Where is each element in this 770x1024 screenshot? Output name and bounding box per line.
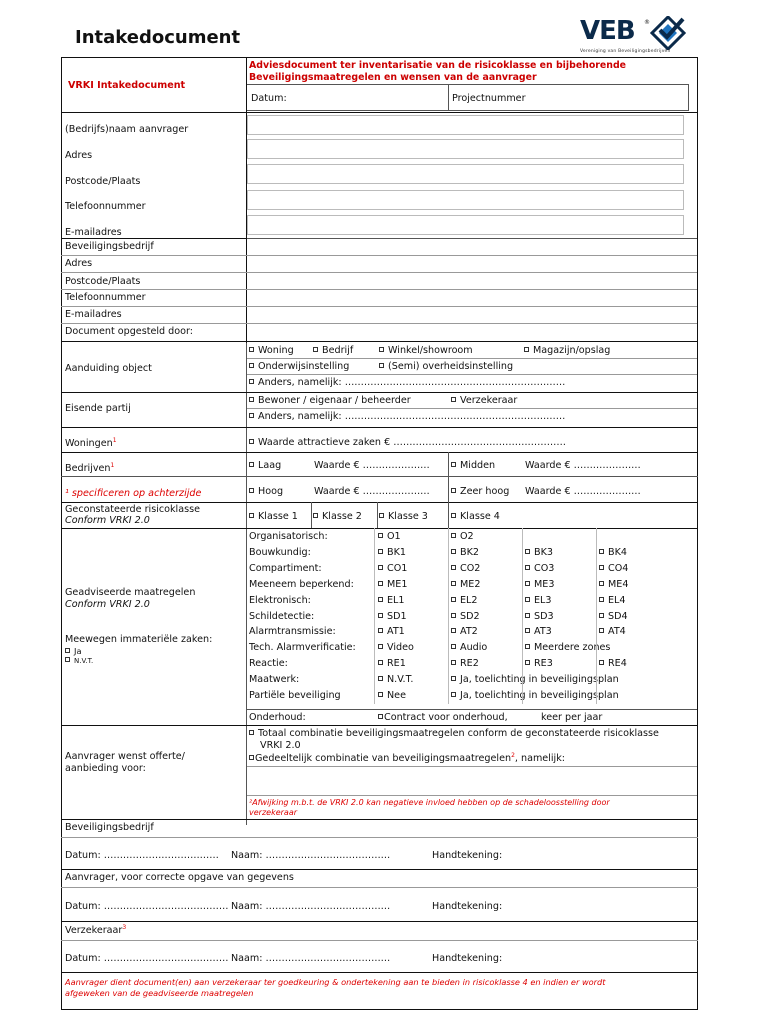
object-magazijn-checkbox[interactable]: Magazijn/opslag — [524, 345, 610, 356]
measure-option-checkbox[interactable]: BK3 — [525, 547, 553, 558]
applicant-email-label: E-mailadres — [65, 227, 122, 238]
measure-option-checkbox[interactable]: RE2 — [451, 658, 479, 669]
measure-option-checkbox[interactable]: Meerdere zones — [525, 642, 610, 653]
measure-row-label: Elektronisch: — [249, 595, 311, 606]
measure-option-checkbox[interactable]: EL3 — [525, 595, 552, 606]
onderhoud-contract-checkbox[interactable]: Contract voor onderhoud, — [378, 712, 508, 723]
immaterial-ja-checkbox[interactable]: Ja — [65, 646, 82, 656]
offer-partial-field[interactable] — [249, 768, 695, 793]
measure-row-label: Compartiment: — [249, 563, 322, 574]
prepared-by-label: Document opgesteld door: — [65, 326, 194, 337]
offer-label: Aanvrager wenst offerte/ — [65, 751, 185, 762]
measure-option-checkbox[interactable]: CO2 — [451, 563, 480, 574]
company-fields-area[interactable] — [248, 240, 696, 340]
onderhoud-keer-label: keer per jaar — [541, 712, 603, 723]
logo-tagline: Vereniging van Beveiligingsbedrijven — [580, 49, 671, 54]
measure-option-checkbox[interactable]: Audio — [451, 642, 487, 653]
sig-applicant-handtekening[interactable]: Handtekening: — [432, 901, 503, 912]
datum-field[interactable] — [300, 86, 445, 108]
measure-option-checkbox[interactable]: BK1 — [378, 547, 406, 558]
offer-label2: aanbieding voor: — [65, 763, 146, 774]
logo-registered: ® — [644, 19, 650, 26]
sig-applicant-naam[interactable]: Naam: ………………………………… — [231, 901, 391, 912]
object-overheid-checkbox[interactable]: (Semi) overheidsinstelling — [379, 361, 513, 372]
immaterial-nvt-checkbox[interactable]: N.V.T. — [65, 657, 93, 665]
waarde-hoog-field[interactable]: Waarde € ………………… — [314, 486, 430, 497]
offer-total-checkbox[interactable]: Totaal combinatie beveiligingsmaatregelen conform de geconstateerde risicoklasse — [249, 728, 659, 739]
woningen-waarde-checkbox[interactable]: Waarde attractieve zaken € ……………………………………………… — [249, 437, 566, 448]
waarde-midden-field[interactable]: Waarde € ………………… — [525, 460, 641, 471]
measure-option-checkbox[interactable]: EL1 — [378, 595, 405, 606]
sig-company-title: Beveiligingsbedrijf — [65, 822, 154, 833]
applicant-name-field[interactable] — [247, 115, 684, 135]
applicant-phone-field[interactable] — [247, 190, 684, 210]
company-title: Beveiligingsbedrijf — [65, 241, 154, 252]
applicant-email-field[interactable] — [247, 215, 684, 235]
measure-option-checkbox[interactable]: AT1 — [378, 626, 405, 637]
measure-option-checkbox[interactable]: AT2 — [451, 626, 478, 637]
object-bedrijf-checkbox[interactable]: Bedrijf — [313, 345, 353, 356]
datum-label: Datum: — [251, 93, 287, 104]
measure-option-checkbox[interactable]: N.V.T. — [378, 674, 413, 685]
party-anders-checkbox[interactable]: Anders, namelijk: …………………………………………………………… — [249, 411, 565, 422]
measure-option-checkbox[interactable]: BK4 — [599, 547, 627, 558]
measure-option-checkbox[interactable]: BK2 — [451, 547, 479, 558]
checkmark-diamond-icon — [650, 16, 686, 50]
measure-option-checkbox[interactable]: Ja, toelichting in beveiligingsplan — [451, 674, 619, 685]
risk-klasse2-checkbox[interactable]: Klasse 2 — [313, 511, 362, 522]
footnote-1: ¹ specificeren op achterzijde — [65, 488, 202, 499]
company-email-label: E-mailadres — [65, 309, 122, 320]
bedrijven-label: Bedrijven$^1$ — [65, 462, 115, 475]
sig-insurer-handtekening[interactable]: Handtekening: — [432, 953, 503, 964]
measure-option-checkbox[interactable]: EL4 — [599, 595, 626, 606]
offer-total-line2: VRKI 2.0 — [260, 740, 301, 751]
waarde-zeer-hoog-field[interactable]: Waarde € ………………… — [525, 486, 641, 497]
measure-option-checkbox[interactable]: CO1 — [378, 563, 407, 574]
risk-klasse4-checkbox[interactable]: Klasse 4 — [451, 511, 500, 522]
risk-klasse1-checkbox[interactable]: Klasse 1 — [249, 511, 298, 522]
object-woning-checkbox[interactable]: Woning — [249, 345, 294, 356]
measure-row-label: Maatwerk: — [249, 674, 300, 685]
vrki-label: VRKI Intakedocument — [68, 80, 186, 91]
applicant-name-label: (Bedrijfs)naam aanvrager — [65, 124, 189, 135]
bedrijven-midden-checkbox[interactable]: Midden — [451, 460, 495, 471]
heading-line1: Adviesdocument ter inventarisatie van de risicoklasse en bijbehorende — [249, 60, 627, 71]
measure-option-checkbox[interactable]: Nee — [378, 690, 406, 701]
measure-option-checkbox[interactable]: AT3 — [525, 626, 552, 637]
measure-option-checkbox[interactable]: EL2 — [451, 595, 478, 606]
measure-option-checkbox[interactable]: CO3 — [525, 563, 554, 574]
company-phone-label: Telefoonnummer — [65, 292, 146, 303]
measure-option-checkbox[interactable]: SD1 — [378, 611, 407, 622]
measure-option-checkbox[interactable]: SD4 — [599, 611, 628, 622]
applicant-postcode-field[interactable] — [247, 164, 684, 184]
sig-applicant-datum[interactable]: Datum: ………………………………… — [65, 901, 229, 912]
measure-row-label: Tech. Alarmverificatie: — [249, 642, 356, 653]
measure-row-label: Organisatorisch: — [249, 531, 328, 542]
footer-note-line1: Aanvrager dient document(en) aan verzekeraar ter goedkeuring & ondertekening aan te bieden in risicoklasse 4 en indien er wordt — [65, 977, 606, 987]
risk-label: Geconstateerde risicoklasse — [65, 504, 201, 515]
party-bewoner-checkbox[interactable]: Bewoner / eigenaar / beheerder — [249, 395, 411, 406]
applicant-postcode-label: Postcode/Plaats — [65, 176, 141, 187]
measure-option-checkbox[interactable]: ME4 — [599, 579, 628, 590]
measure-option-checkbox[interactable]: RE1 — [378, 658, 406, 669]
woningen-label: Woningen$^1$ — [65, 437, 117, 450]
sig-applicant-title: Aanvrager, voor correcte opgave van gegevens — [65, 872, 294, 883]
bedrijven-zeer-hoog-checkbox[interactable]: Zeer hoog — [451, 486, 509, 497]
measure-option-checkbox[interactable]: CO4 — [599, 563, 628, 574]
object-anders-checkbox[interactable]: Anders, namelijk: …………………………………………………………… — [249, 377, 565, 388]
measure-option-checkbox[interactable]: Ja, toelichting in beveiligingsplan — [451, 690, 619, 701]
company-address-label: Adres — [65, 258, 93, 269]
applicant-phone-label: Telefoonnummer — [65, 201, 146, 212]
object-winkel-checkbox[interactable]: Winkel/showroom — [379, 345, 473, 356]
measure-option-checkbox[interactable]: RE4 — [599, 658, 627, 669]
measure-option-checkbox[interactable]: ME1 — [378, 579, 407, 590]
measure-row-label: Schildetectie: — [249, 611, 315, 622]
measure-row-label: Reactie: — [249, 658, 288, 669]
applicant-address-label: Adres — [65, 150, 93, 161]
sig-company-naam[interactable]: Naam: ………………………………… — [231, 850, 391, 861]
risk-klasse3-checkbox[interactable]: Klasse 3 — [379, 511, 428, 522]
footer-note-line2: afgeweken van de geadviseerde maatregelen — [65, 988, 254, 998]
measure-row-label: Alarmtransmissie: — [249, 626, 336, 637]
footnote-2-line1: ²Afwijking m.b.t. de VRKI 2.0 kan negatieve invloed hebben op de schadeloosstelling door — [249, 798, 610, 807]
object-label: Aanduiding object — [65, 363, 152, 374]
measure-option-checkbox[interactable]: O1 — [378, 531, 401, 542]
sig-company-datum[interactable]: Datum: ……………………………… — [65, 850, 219, 861]
measure-option-checkbox[interactable]: ME3 — [525, 579, 554, 590]
risk-conform-label: Conform VRKI 2.0 — [65, 515, 150, 526]
logo-text: VEB — [580, 16, 635, 46]
applicant-address-field[interactable] — [247, 139, 684, 159]
immaterial-label: Meewegen immateriële zaken: — [65, 634, 213, 645]
sig-insurer-datum[interactable]: Datum: ………………………………… — [65, 953, 229, 964]
projectnummer-field[interactable] — [540, 86, 685, 108]
measure-option-checkbox[interactable]: O2 — [451, 531, 474, 542]
heading-line2: Beveiligingsmaatregelen en wensen van de aanvrager — [249, 72, 537, 83]
measure-option-checkbox[interactable]: RE3 — [525, 658, 553, 669]
page-title: Intakedocument — [75, 27, 241, 48]
onderhoud-label: Onderhoud: — [249, 712, 306, 723]
sig-insurer-title: Verzekeraar$^3$ — [65, 924, 127, 937]
party-label: Eisende partij — [65, 403, 131, 414]
measure-option-checkbox[interactable]: SD2 — [451, 611, 480, 622]
company-postcode-label: Postcode/Plaats — [65, 276, 141, 287]
projectnummer-label: Projectnummer — [452, 93, 526, 104]
measure-option-checkbox[interactable]: Video — [378, 642, 414, 653]
bedrijven-hoog-checkbox[interactable]: Hoog — [249, 486, 283, 497]
measure-row-label: Meeneem beperkend: — [249, 579, 354, 590]
object-onderwijs-checkbox[interactable]: Onderwijsinstelling — [249, 361, 349, 372]
veb-logo — [578, 16, 688, 56]
measure-option-checkbox[interactable]: ME2 — [451, 579, 480, 590]
footnote-2-line2: verzekeraar — [249, 808, 298, 817]
measure-option-checkbox[interactable]: SD3 — [525, 611, 554, 622]
sig-insurer-naam[interactable]: Naam: ………………………………… — [231, 953, 391, 964]
measures-conform-label: Conform VRKI 2.0 — [65, 599, 150, 610]
measure-row-label: Bouwkundig: — [249, 547, 311, 558]
bedrijven-laag-checkbox[interactable]: Laag — [249, 460, 281, 471]
sig-company-handtekening[interactable]: Handtekening: — [432, 850, 503, 861]
measure-row-label: Partiële beveiliging — [249, 690, 341, 701]
measures-label: Geadviseerde maatregelen — [65, 587, 196, 598]
party-verzekeraar-checkbox[interactable]: Verzekeraar — [451, 395, 517, 406]
offer-partial-checkbox[interactable]: Gedeeltelijk combinatie van beveiligingsmaatregelen$^2$, namelijk: — [249, 752, 565, 764]
measure-option-checkbox[interactable]: AT4 — [599, 626, 626, 637]
waarde-laag-field[interactable]: Waarde € ………………… — [314, 460, 430, 471]
